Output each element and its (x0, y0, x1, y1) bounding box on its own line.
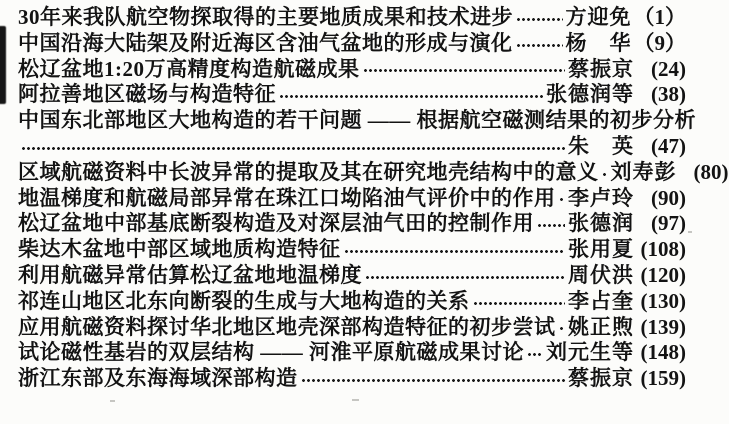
dot-leader (344, 248, 566, 255)
entry-page: (139) (640, 314, 686, 339)
entry-author: 姚正煦 (568, 314, 634, 339)
dot-leader (516, 16, 563, 23)
dot-leader (473, 300, 566, 307)
dot-leader (301, 377, 566, 384)
entry-title: 浙江东部及东海海域深部构造 (18, 366, 298, 391)
scan-speck (352, 399, 359, 401)
dot-leader (516, 42, 563, 49)
toc-entry-wrapped-continuation (18, 134, 686, 160)
entry-page: (24) (651, 56, 686, 81)
entry-author: 张德润 (568, 211, 634, 236)
entry-page: （9） (633, 30, 686, 55)
entry-title: 阿拉善地区磁场与构造特征 (18, 82, 276, 107)
toc-entry (18, 263, 686, 289)
toc-entry (18, 211, 686, 237)
entry-page: (108) (640, 237, 686, 262)
toc-entry (18, 366, 686, 392)
dot-leader (559, 196, 566, 203)
entry-title: 中国沿海大陆架及附近海区含油气盆地的形成与演化 (18, 30, 513, 55)
dot-leader (363, 67, 566, 74)
toc-entry (18, 57, 686, 83)
entry-author: 张用夏 (568, 237, 634, 262)
entry-page: (97) (651, 211, 686, 236)
entry-author: 方迎免 (565, 5, 632, 29)
entry-title: 祁连山地区北东向断裂的生成与大地构造的关系 (18, 288, 470, 313)
toc-entry (18, 315, 686, 341)
entry-author: 蔡振京 (568, 366, 634, 391)
dot-leader (559, 325, 566, 332)
entry-author: 蔡振京 (568, 56, 634, 81)
entry-title: 地温梯度和航磁局部异常在珠江口坳陷油气评价中的作用 (18, 185, 556, 210)
dot-leader (602, 171, 608, 178)
toc-entry (18, 340, 686, 366)
entry-author: 朱 英 (568, 133, 634, 158)
entry-page: (47) (651, 133, 686, 158)
entry-title: 试论磁性基岩的双层结构 —— 河淮平原航磁成果讨论 (18, 340, 524, 365)
entry-title: 30年来我队航空物探取得的主要地质成果和技术进步 (18, 5, 513, 29)
dot-leader (21, 145, 565, 152)
toc-entry (18, 31, 686, 57)
entry-author: 周伏洪 (568, 262, 634, 287)
entry-title: 利用航磁异常估算松辽盆地地温梯度 (18, 262, 362, 287)
entry-author: 杨 华 (565, 30, 632, 55)
toc-entry-wrapped-title (18, 108, 696, 134)
entry-title: 中国东北部地区大地构造的若干问题 —— 根据航空磁测结果的初步分析 (18, 108, 696, 133)
entry-author: 李卢玲 (568, 185, 634, 210)
entry-page: (148) (640, 340, 686, 365)
entry-title: 应用航磁资料探讨华北地区地壳深部构造特征的初步尝试 (18, 314, 556, 339)
dot-leader (537, 222, 565, 229)
toc-entry (18, 159, 729, 186)
entry-page: (80) (693, 159, 729, 184)
entry-author: 张德润等 (546, 82, 634, 107)
entry-title: 松辽盆地中部基底断裂构造及对深层油气田的控制作用 (18, 211, 534, 236)
entry-title: 松辽盆地1:20万高精度构造航磁成果 (18, 56, 360, 81)
entry-page: (159) (640, 366, 686, 391)
entry-page: （1） (633, 5, 686, 29)
dot-leader (365, 274, 565, 281)
entry-author: 刘元生等 (546, 340, 634, 365)
entry-title: 区域航磁资料中长波异常的提取及其在研究地壳结构中的意义 (18, 159, 599, 184)
scan-speck (110, 400, 115, 402)
entry-page: (130) (640, 288, 686, 313)
entry-author: 李占奎 (568, 288, 634, 313)
entry-page: (120) (640, 262, 686, 287)
entry-title: 柴达木盆地中部区域地质构造特征 (18, 237, 341, 262)
toc-entry (18, 237, 686, 263)
toc-entry (18, 186, 686, 212)
toc-entry (18, 5, 686, 31)
scan-gutter-mark (0, 26, 6, 104)
dot-leader (279, 93, 543, 100)
dot-leader (527, 351, 543, 358)
entry-page: (38) (651, 82, 686, 107)
scan-speck (688, 231, 692, 233)
entry-page: (90) (651, 185, 686, 210)
toc-entry (18, 289, 686, 315)
toc-entry (18, 82, 686, 108)
entry-author: 刘寿彭 (610, 159, 677, 184)
